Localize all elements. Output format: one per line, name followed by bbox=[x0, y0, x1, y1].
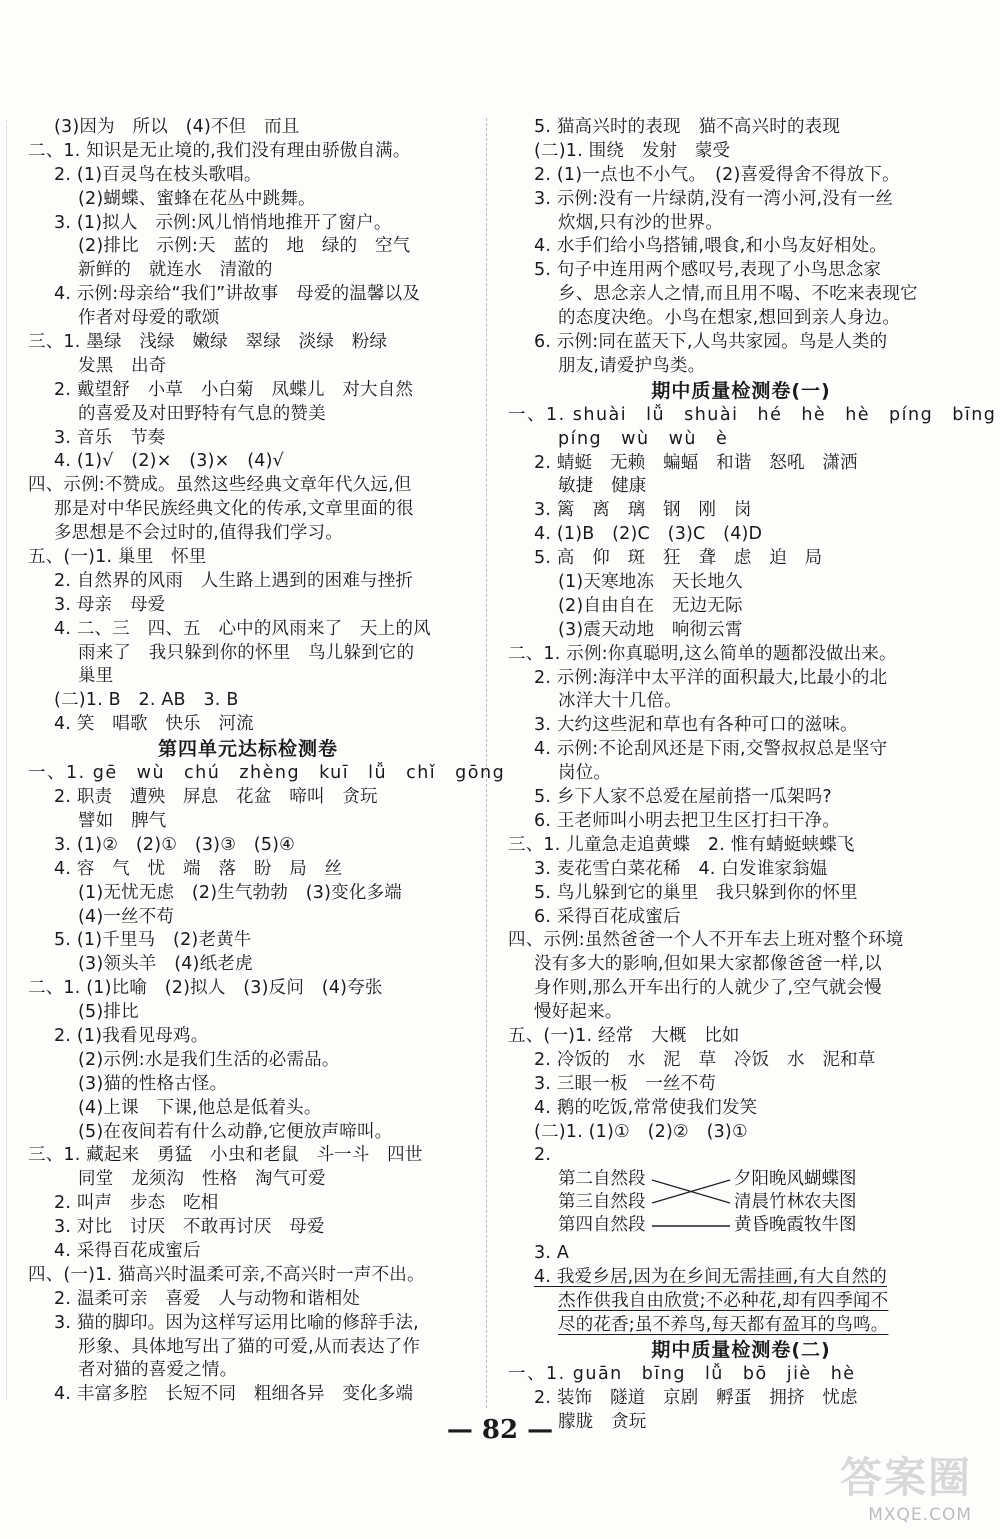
answer-line: 巢里 bbox=[78, 666, 114, 687]
matching-right-item: 黄昏晚霞牧牛图 bbox=[734, 1215, 857, 1236]
answer-line: 四、示例:虽然爸爸一个人不开车去上班对整个环境 bbox=[508, 930, 904, 951]
answer-line: 一、1. guān bīng lǚ bō jiè hè bbox=[508, 1363, 856, 1384]
answer-line: 2. 职责 遭殃 屏息 花盆 啼叫 贪玩 bbox=[54, 787, 378, 808]
answer-line: 4. 采得百花成蜜后 bbox=[54, 1240, 201, 1261]
answer-line: 4. 丰富多腔 长短不同 粗细各异 变化多端 bbox=[54, 1384, 414, 1405]
answer-line: 形象、具体地写出了猫的可爱,从而表达了作 bbox=[78, 1336, 421, 1357]
answer-line: 敏捷 健康 bbox=[558, 476, 647, 497]
answer-line: 身作则,那么开车出行的人就少了,空气就会慢 bbox=[534, 978, 882, 999]
answer-line: 三、1. 儿童急走追黄蝶 2. 惟有蜻蜓蛱蝶飞 bbox=[508, 834, 855, 855]
answer-line: 2. 示例:海洋中太平洋的面积最大,比最小的北 bbox=[534, 667, 888, 688]
answer-line: 发黑 出奇 bbox=[78, 355, 167, 376]
answer-line: (2)自由自在 无边无际 bbox=[558, 595, 743, 616]
answer-line: 四、示例:不赞成。虽然这些经典文章年代久远,但 bbox=[28, 475, 412, 496]
answer-line: 朦胧 贪玩 bbox=[558, 1411, 647, 1432]
answer-line: 5. 高 仰 斑 狂 聋 虑 迫 局 bbox=[534, 548, 823, 569]
answer-line: 一、1. shuài lǚ shuài hé hè hè píng bīng bbox=[508, 404, 997, 425]
answer-line: 朋友,请爱护鸟类。 bbox=[558, 355, 706, 376]
answer-line: 作者对母爱的歌颂 bbox=[78, 308, 220, 329]
answer-line: 4. 示例:不论刮风还是下雨,交警叔叔总是坚守 bbox=[534, 739, 888, 760]
answer-line: 6. 采得百花成蜜后 bbox=[534, 906, 681, 927]
answer-line: 5. 句子中连用两个感叹号,表现了小鸟思念家 bbox=[534, 260, 882, 281]
answer-line: 的态度决绝。小鸟在想家,想回到亲人身边。 bbox=[558, 308, 901, 329]
answer-line: 新鲜的 就连水 清澈的 bbox=[78, 260, 273, 281]
binding-margin bbox=[6, 120, 7, 1400]
answer-line: 5. 猫高兴时的表现 猫不高兴时的表现 bbox=[534, 117, 841, 137]
answer-line: 3. 对比 讨厌 不敢再讨厌 母爱 bbox=[54, 1217, 325, 1238]
answer-line: 4. 示例:母亲给“我们”讲故事 母爱的温馨以及 bbox=[54, 284, 421, 305]
answer-line: 2. 冷饭的 水 泥 草 冷饭 水 泥和草 bbox=[534, 1049, 876, 1070]
left-column bbox=[28, 116, 506, 1407]
answer-line: 没有多大的影响,但如果大家都像爸爸一样,以 bbox=[534, 954, 882, 975]
page-number: — 82 — bbox=[446, 1415, 554, 1445]
answer-line: (2)示例:水是我们生活的必需品。 bbox=[78, 1049, 340, 1070]
answer-line: (3)因为 所以 (4)不但 而且 bbox=[54, 117, 300, 137]
answer-line: 同堂 龙须沟 性格 淘气可爱 bbox=[78, 1169, 326, 1190]
answer-line: 3. 麦花雪白菜花稀 4. 白发谁家翁媪 bbox=[534, 858, 828, 879]
answer-line: 2. (1)我看见母鸡。 bbox=[54, 1025, 209, 1046]
answer-line: 2. 自然界的风雨 人生路上遇到的困难与挫折 bbox=[54, 570, 414, 591]
answer-line: 尽的花香;虽不养鸟,每天都有盈耳的鸟鸣。 bbox=[558, 1314, 889, 1335]
watermark-logo bbox=[822, 1445, 972, 1525]
answer-line: 二、1. 知识是无止境的,我们没有理由骄傲自满。 bbox=[28, 140, 411, 161]
answer-line: 者对猫的喜爱之情。 bbox=[78, 1360, 238, 1381]
answer-line: 五、(一)1. 经常 大概 比如 bbox=[508, 1025, 740, 1046]
answer-line: 三、1. 墨绿 浅绿 嫩绿 翠绿 淡绿 粉绿 bbox=[28, 332, 388, 353]
matching-right-item: 夕阳晚风蝴蝶图 bbox=[734, 1169, 857, 1190]
matching-exercise bbox=[558, 1168, 974, 1242]
answer-line: 二、1. 示例:你真聪明,这么简单的题都没做出来。 bbox=[508, 643, 897, 664]
column-divider bbox=[486, 118, 487, 1408]
watermark-big: 答案圈 bbox=[839, 1453, 972, 1502]
answer-line: 岗位。 bbox=[558, 763, 612, 784]
answer-line: 3. 示例:没有一片绿荫,没有一湾小河,没有一丝 bbox=[534, 188, 894, 209]
answer-line: 3. 三眼一板 一丝不苟 bbox=[534, 1073, 717, 1094]
answer-line: (1)无忧无虑 (2)生气勃勃 (3)变化多端 bbox=[78, 882, 402, 903]
answer-line: 雨来了 我只躲到你的怀里 鸟儿躲到它的 bbox=[78, 642, 415, 663]
answer-line: 3. 猫的脚印。因为这样写运用比喻的修辞手法, bbox=[54, 1312, 419, 1333]
answer-line: (二)1. B 2. AB 3. B bbox=[54, 690, 239, 711]
answer-line: 2. (1)百灵鸟在枝头歌唱。 bbox=[54, 164, 262, 185]
answer-line: 的喜爱及对田野特有气息的赞美 bbox=[78, 403, 326, 424]
answer-line: (二)1. 围绕 发射 蒙受 bbox=[534, 140, 731, 161]
answer-line: 炊烟,只有沙的世界。 bbox=[558, 212, 724, 233]
answer-line: (4)上课 下课,他总是低着头。 bbox=[78, 1097, 322, 1118]
answer-line: 6. 王老师叫小明去把卫生区打扫干净。 bbox=[534, 810, 841, 831]
answer-line: 3. 大约这些泥和草也有各种可口的滋味。 bbox=[534, 715, 858, 736]
answer-line: 4. 鹅的吃饭,常常使我们发笑 bbox=[534, 1097, 758, 1118]
answer-line: 那是对中华民族经典文化的传承,文章里面的很 bbox=[54, 499, 414, 520]
section-title: 期中质量检测卷(二) bbox=[651, 1338, 831, 1361]
answer-line: 4. (1)√ (2)× (3)× (4)√ bbox=[54, 451, 284, 472]
section-title: 第四单元达标检测卷 bbox=[157, 738, 338, 761]
matching-left-item: 第二自然段 bbox=[558, 1169, 646, 1190]
answer-line: 4. 二、三 四、五 心中的风雨来了 天上的风 bbox=[54, 618, 431, 639]
matching-left-item: 第三自然段 bbox=[558, 1192, 646, 1213]
answer-line: 3. 篱 离 璃 钢 刚 岗 bbox=[534, 500, 752, 521]
answer-line: 杰作供我自由欣赏;不必种花,却有四季闻不 bbox=[558, 1291, 889, 1312]
answer-line: (4)一丝不苟 bbox=[78, 906, 175, 927]
right-column bbox=[508, 116, 997, 1435]
answer-line: 5. 乡下人家不总爱在屋前搭一瓜架吗? bbox=[534, 787, 832, 808]
matching-left-item: 第四自然段 bbox=[558, 1215, 646, 1236]
answer-line: 5. 鸟儿躲到它的巢里 我只躲到你的怀里 bbox=[534, 882, 858, 903]
answer-line: (3)猫的性格古怪。 bbox=[78, 1073, 228, 1094]
answer-line: (二)1. (1)① (2)② (3)① bbox=[534, 1121, 748, 1142]
answer-line: (5)排比 bbox=[78, 1002, 139, 1023]
answer-line: 慢好起来。 bbox=[534, 1002, 623, 1023]
answer-line: 4. 笑 唱歌 快乐 河流 bbox=[54, 714, 254, 735]
answer-line: 譬如 脾气 bbox=[78, 810, 167, 831]
section-title: 期中质量检测卷(一) bbox=[651, 379, 831, 402]
answer-line: 2. 戴望舒 小草 小白菊 凤蝶儿 对大自然 bbox=[54, 379, 414, 400]
answer-line: 3. 音乐 节奏 bbox=[54, 427, 166, 448]
answer-line: 二、1. (1)比喻 (2)拟人 (3)反问 (4)夸张 bbox=[28, 978, 383, 999]
answer-line: 3. (1)② (2)① (3)③ (5)④ bbox=[54, 834, 296, 855]
answer-line: píng wù wù è bbox=[558, 428, 729, 449]
answer-line: 冰洋大十几倍。 bbox=[558, 691, 682, 712]
answer-line: 三、1. 藏起来 勇猛 小虫和老鼠 斗一斗 四世 bbox=[28, 1145, 423, 1166]
answer-line: 2. 蜻蜓 无赖 蝙蝠 和谐 怒吼 潇洒 bbox=[534, 452, 858, 473]
answer-line: 2. 装饰 隧道 京剧 孵蛋 拥挤 忧虑 bbox=[534, 1387, 858, 1408]
matching-right-item: 清晨竹林农夫图 bbox=[734, 1192, 857, 1213]
answer-line: 6. 示例:同在蓝天下,人鸟共家园。鸟是人类的 bbox=[534, 332, 888, 353]
answer-line: (5)在夜间若有什么动静,它便放声啼叫。 bbox=[78, 1121, 393, 1142]
answer-line: 五、(一)1. 巢里 怀里 bbox=[28, 547, 207, 568]
answer-line: (3)震天动地 响彻云霄 bbox=[558, 619, 743, 640]
answer-line: 4. (1)B (2)C (3)C (4)D bbox=[534, 524, 763, 545]
answer-line: (3)领头羊 (4)纸老虎 bbox=[78, 954, 253, 975]
answer-line: 2. (1)一点也不小气。 (2)喜爱得舍不得放下。 bbox=[534, 164, 900, 185]
answer-line: 4. 我爱乡居,因为在乡间无需挂画,有大自然的 bbox=[534, 1267, 887, 1288]
answer-line: (2)蝴蝶、蜜蜂在花丛中跳舞。 bbox=[78, 188, 316, 209]
answer-line: 一、1. gē wù chú zhèng kuī lǚ chǐ gōng bbox=[28, 763, 506, 784]
answer-line: 多思想是不会过时的,值得我们学习。 bbox=[54, 523, 343, 544]
answer-line: 5. (1)千里马 (2)老黄牛 bbox=[54, 930, 252, 951]
answer-line: 3. 母亲 母爱 bbox=[54, 594, 166, 615]
answer-line: 4. 容 气 忧 端 落 盼 局 丝 bbox=[54, 858, 343, 879]
answer-line: 2. 叫声 步态 吃相 bbox=[54, 1193, 219, 1214]
answer-line: 3. A bbox=[534, 1243, 570, 1264]
answer-line: 四、(一)1. 猫高兴时温柔可亲,不高兴时一声不出。 bbox=[28, 1264, 425, 1285]
answer-line: 3. (1)拟人 示例:风儿悄悄地推开了窗户。 bbox=[54, 212, 392, 233]
answer-line: 4. 水手们给小鸟搭铺,喂食,和小鸟友好相处。 bbox=[534, 236, 887, 257]
answer-line: (1)天寒地冻 天长地久 bbox=[558, 572, 743, 593]
watermark-site: MXQE.COM bbox=[868, 1505, 972, 1525]
answer-line: 乡、思念亲人之情,而且用不喝、不吃来表现它 bbox=[558, 284, 918, 305]
answer-line: 2. bbox=[534, 1145, 552, 1166]
answer-line: (2)排比 示例:天 蓝的 地 绿的 空气 bbox=[78, 236, 411, 257]
answer-line: 2. 温柔可亲 喜爱 人与动物和谐相处 bbox=[54, 1288, 361, 1309]
